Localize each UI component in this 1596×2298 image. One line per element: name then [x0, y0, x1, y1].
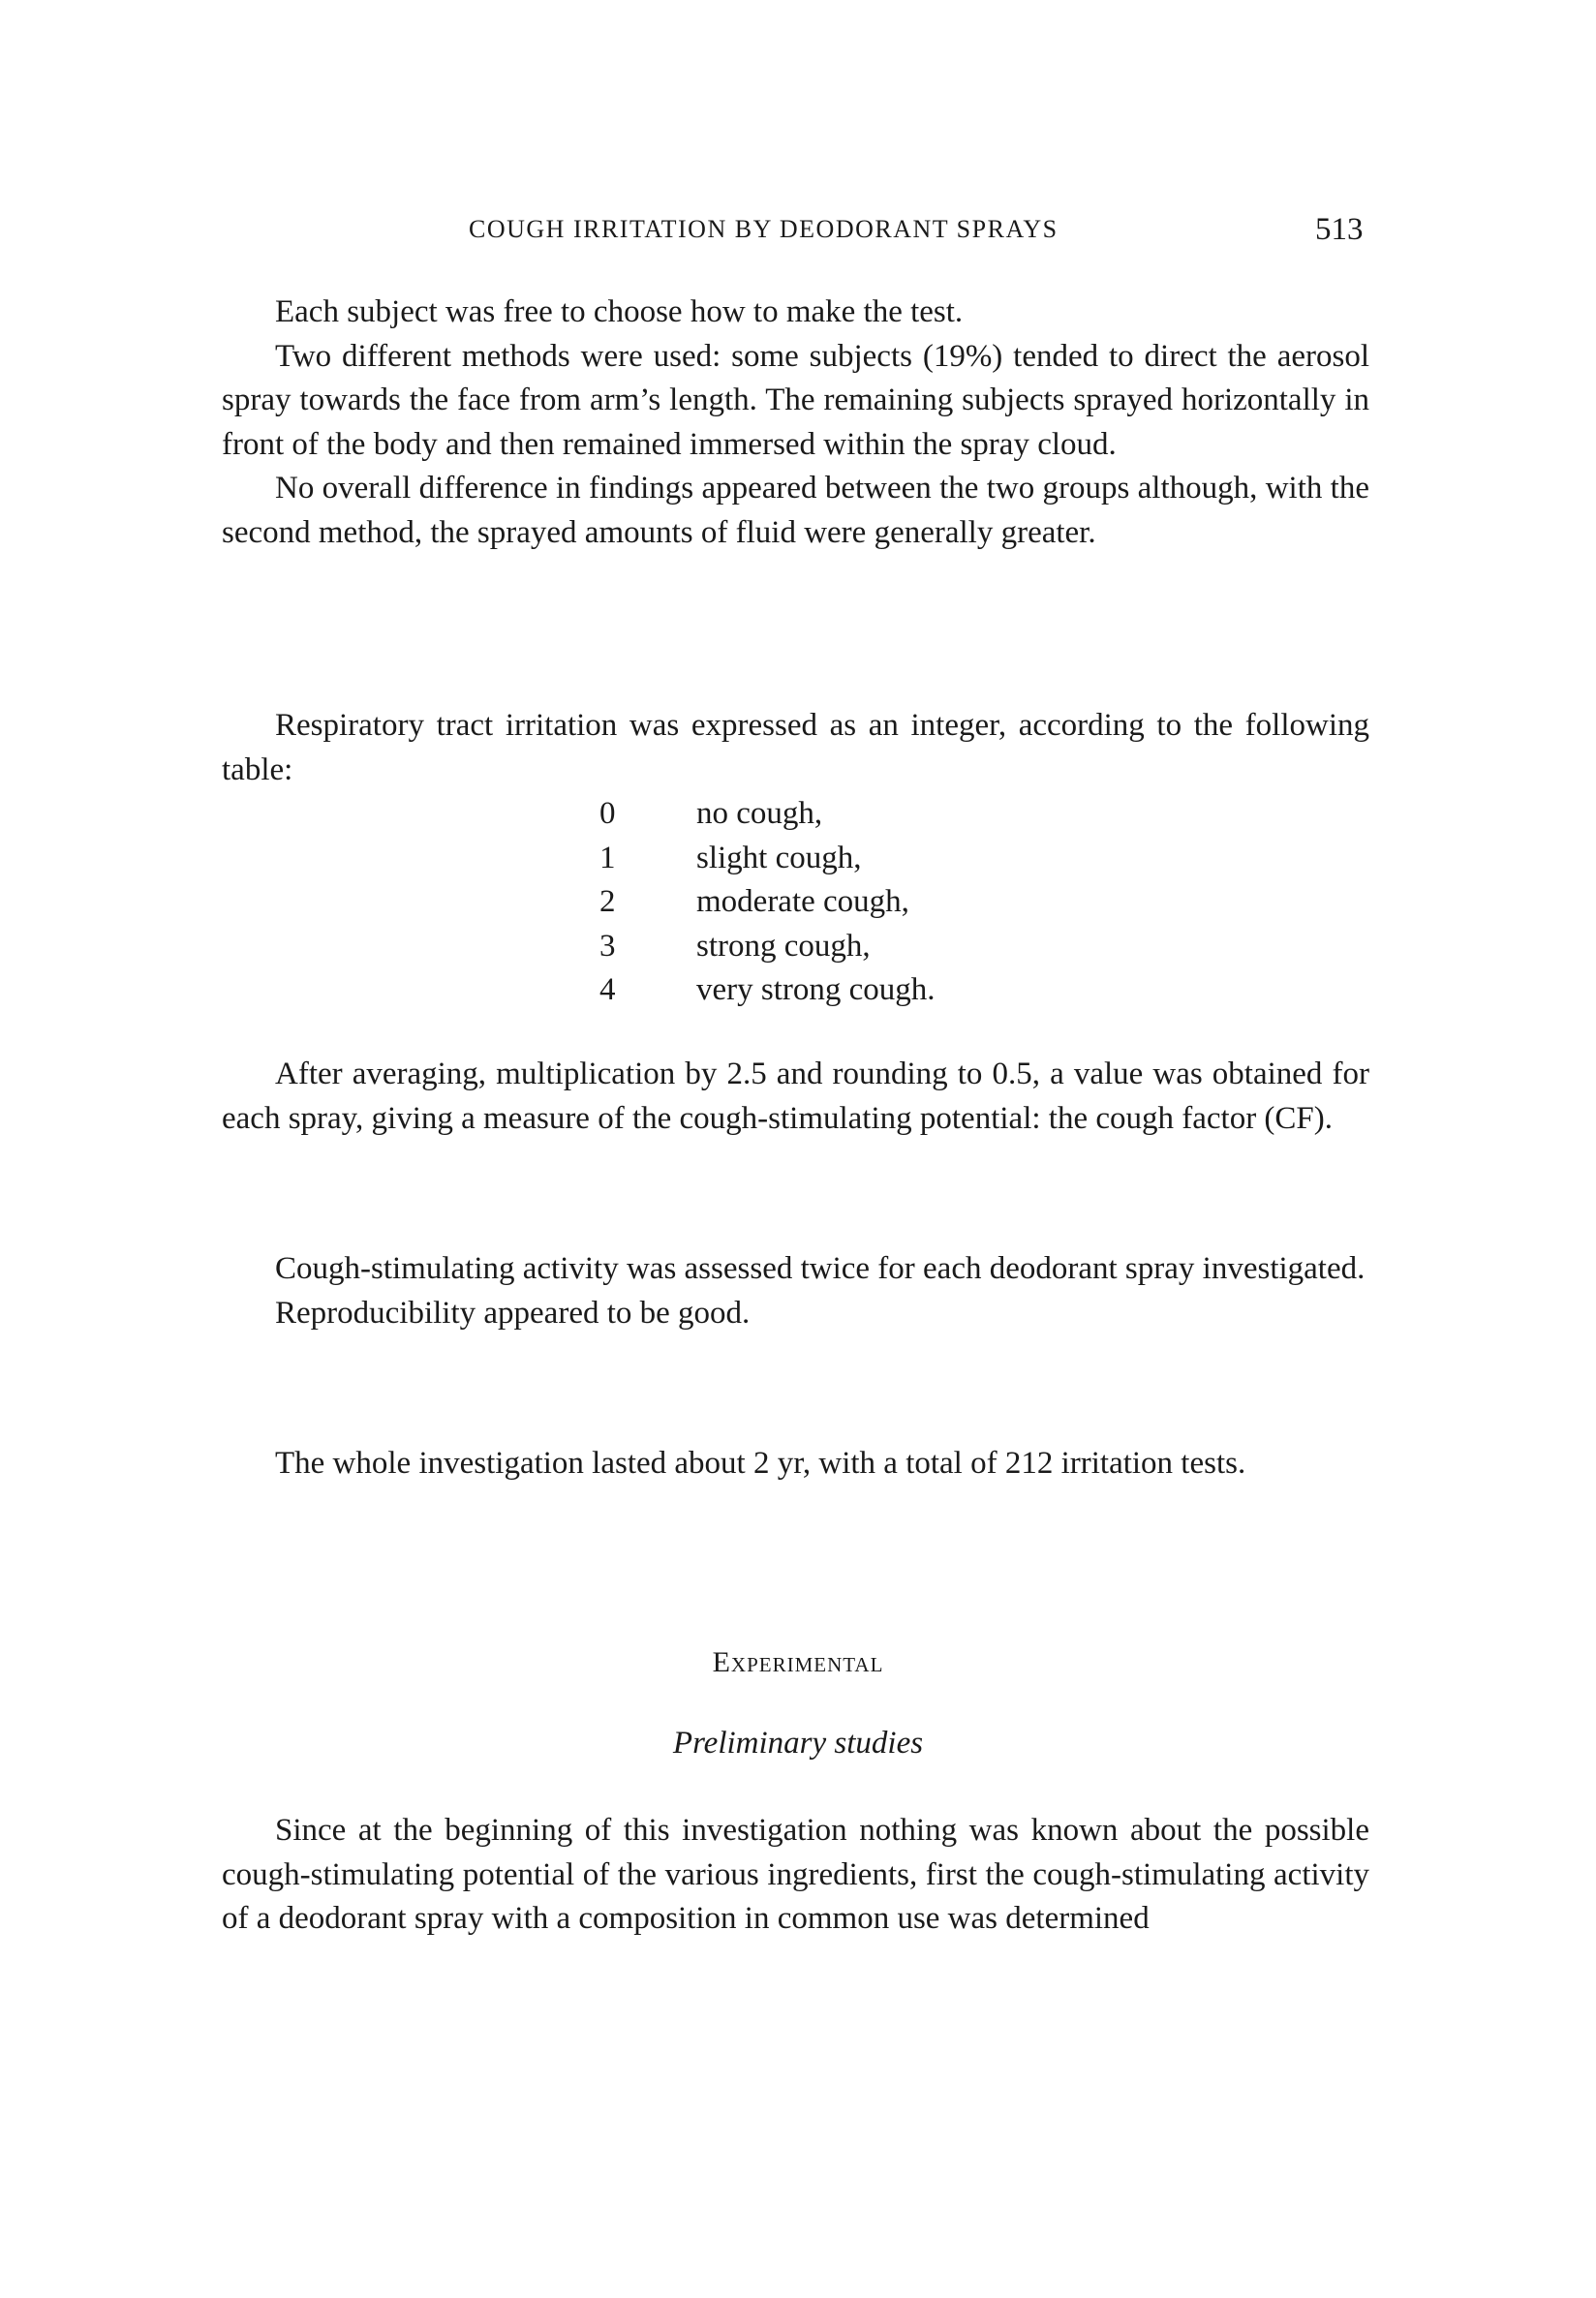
scale-row — [599, 792, 936, 837]
scale-label: slight cough, — [696, 840, 862, 875]
scale-label: no cough, — [696, 796, 823, 831]
paragraph-preliminary: Since at the beginning of this investigation nothing was known about the possible cough-stimulating potential of the various ingredients, first the cough-stimulating activity of a deodorant spray with a composition in common use was determined — [222, 1813, 1369, 1936]
scale-value: 4 — [599, 972, 616, 1007]
scale-row — [599, 968, 936, 1013]
duration-block — [222, 1442, 1369, 1486]
scale-label: moderate cough, — [696, 884, 909, 919]
running-head: COUGH IRRITATION BY DEODORANT SPRAYS — [469, 215, 1059, 243]
scale-row — [599, 925, 936, 969]
section-heading-experimental: Experimental — [712, 1646, 884, 1678]
cough-factor-block — [222, 1053, 1369, 1141]
methods-paragraph-block — [222, 291, 1369, 555]
scale-label: strong cough, — [696, 928, 871, 964]
paragraph-methods: Two different methods were used: some subjects (19%) tended to direct the aerosol spray towards the face from arm’s length. The remaining subjects sprayed horizontally in front of the body and then remained immersed within the spray cloud. — [222, 338, 1369, 462]
subsection-heading-preliminary: Preliminary studies — [672, 1726, 924, 1761]
paragraph-reproducibility: Reproducibility appeared to be good. — [275, 1295, 751, 1331]
irritation-scale-intro — [222, 704, 1369, 792]
scale-value: 1 — [599, 840, 616, 875]
scale-row — [599, 880, 936, 925]
paragraph-choice: Each subject was free to choose how to make the test. — [275, 294, 964, 329]
scale-label: very strong cough. — [696, 972, 936, 1007]
paragraph-findings: No overall difference in findings appeared between the two groups although, with the second method, the sprayed amounts of fluid were generally greater. — [222, 471, 1369, 550]
paragraph-scale-intro: Respiratory tract irritation was expressed as an integer, according to the following table: — [222, 708, 1369, 787]
scale-value: 3 — [599, 928, 616, 964]
cough-scale-table — [599, 792, 936, 1013]
preliminary-block — [222, 1809, 1369, 1942]
paragraph-cough-factor: After averaging, multiplication by 2.5 and rounding to 0.5, a value was obtained for each spray, giving a measure of the cough-stimulating potential: the cough factor (CF). — [222, 1057, 1369, 1136]
scale-row — [599, 837, 936, 881]
paragraph-duration: The whole investigation lasted about 2 yr, with a total of 212 irritation tests. — [275, 1446, 1246, 1481]
page-number: 513 — [1315, 212, 1364, 247]
paragraph-assessment: Cough-stimulating activity was assessed twice for each deodorant spray investigated. — [275, 1251, 1366, 1286]
scale-value: 2 — [599, 884, 616, 919]
scale-value: 0 — [599, 796, 616, 831]
assessment-block — [222, 1247, 1369, 1335]
